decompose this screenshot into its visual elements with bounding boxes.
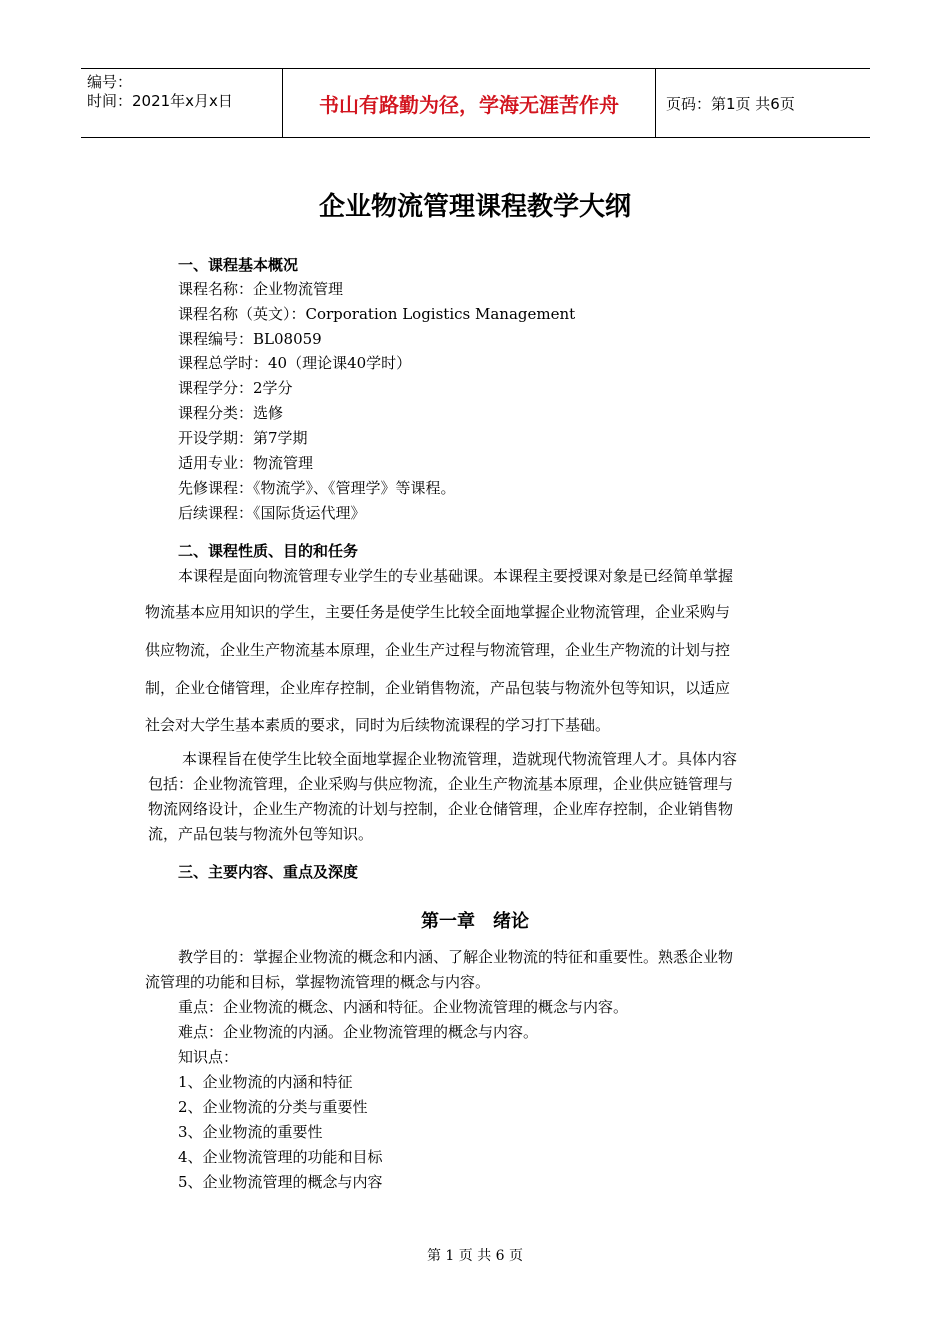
course-code: 课程编号：BL08059 <box>178 330 322 348</box>
prerequisite-courses: 先修课程：《物流学》、《管理学》等课程。 <box>178 479 456 497</box>
course-hours: 课程总学时：40（理论课40学时） <box>178 354 412 372</box>
course-category: 课程分类：选修 <box>178 404 284 422</box>
knowledge-item: 4、企业物流管理的功能和目标 <box>178 1148 383 1166</box>
section3-heading: 三、主要内容、重点及深度 <box>178 863 359 881</box>
course-credits: 课程学分：2学分 <box>178 379 293 397</box>
chapter-title: 第一章 绪论 <box>421 911 529 932</box>
course-semester: 开设学期：第7学期 <box>178 429 308 447</box>
page-footer: 第 1 页 共 6 页 <box>426 1248 524 1264</box>
header-time: 时间：2021年x月x日 <box>87 92 233 110</box>
course-name: 课程名称：企业物流管理 <box>178 280 344 298</box>
header-motto: 书山有路勤为径，学海无涯苦作舟 <box>282 69 656 137</box>
knowledge-item: 2、企业物流的分类与重要性 <box>178 1098 368 1116</box>
knowledge-item: 1、企业物流的内涵和特征 <box>178 1073 353 1091</box>
follow-up-courses: 后续课程：《国际货运代理》 <box>178 504 366 522</box>
difficulty: 难点：企业物流的内涵。企业物流管理的概念与内容。 <box>178 1023 539 1041</box>
knowledge-item: 3、企业物流的重要性 <box>178 1123 323 1141</box>
key-point: 重点：企业物流的概念、内涵和特征。企业物流管理的概念与内容。 <box>178 998 629 1016</box>
header-info <box>81 69 282 137</box>
knowledge-item: 5、企业物流管理的概念与内容 <box>178 1173 383 1191</box>
header-page-code: 页码：第1页 共6页 <box>666 94 795 113</box>
section2-heading: 二、课程性质、目的和任务 <box>178 542 359 560</box>
course-name-english: 课程名称（英文）：Corporation Logistics Management <box>178 305 576 323</box>
header-number: 编号： <box>87 73 133 91</box>
section1-heading: 一、课程基本概况 <box>178 256 299 274</box>
page-header <box>81 68 870 138</box>
knowledge-label: 知识点： <box>178 1048 239 1066</box>
document-title: 企业物流管理课程教学大纲 <box>318 192 631 222</box>
course-major: 适用专业：物流管理 <box>178 454 314 472</box>
